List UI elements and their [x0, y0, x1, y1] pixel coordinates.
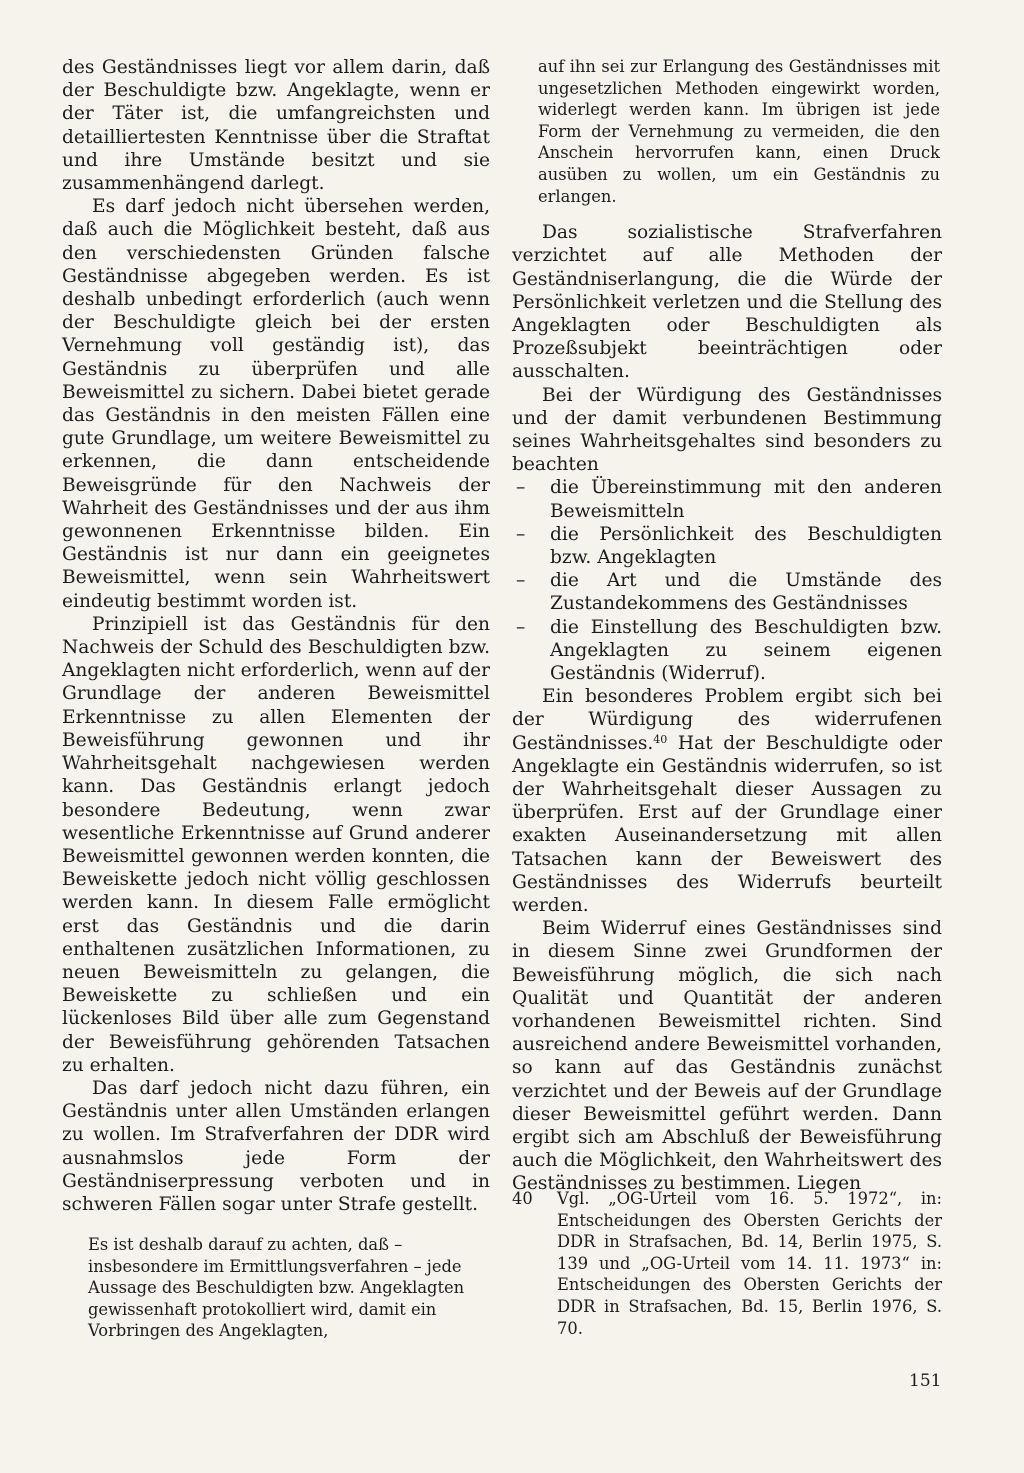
retraction-text-start: Ein besonderes Problem ergibt sich bei der Würdigung des widerrufenen Geständnisses. — [512, 686, 942, 754]
list-item: – die Übereinstimmung mit den anderen Beweismitteln — [512, 476, 942, 522]
footnote-text: Vgl. „OG-Urteil vom 16. 5. 1972“, in: Entscheidungen des Obersten Gerichts der DDR in Strafsachen, Bd. 14, Berlin 1975, S. 139 und „OG-Urteil vom 14. 11. 1973“ in: Entscheidungen des Obersten Gerichts der DDR in Strafsachen, Bd. 15, Berlin 1976, S. 70. — [557, 1189, 942, 1338]
highlighted-note-left: Es ist deshalb darauf zu achten, daß – insbesondere im Ermittlungsverfahren – jede Aussage des Beschuldigten bzw. Angeklagten gewissenhaft protokolliert wird, damit ein Vorbringen des Angeklagten, — [88, 1235, 465, 1341]
paragraph-coercion-ban: Das darf jedoch nicht dazu führen, ein Geständnis unter allen Umständen erlangen zu wollen. Im Strafverfahren der DDR wird ausnahmslos jede Form der Geständniserpressung verboten und in schweren Fällen sogar unter Strafe gestellt. — [62, 1077, 490, 1215]
paragraph-false-confessions: Es darf jedoch nicht übersehen werden, daß auch die Möglichkeit besteht, daß aus den verschiedensten Gründen falsche Geständnisse abgegeben werden. Es ist deshalb unbedingt erforderlich (auch wenn der Beschuldigte gleich bei der ersten Vernehmung voll geständig ist), das Geständnis zu überprüfen und alle Beweismittel zu sichern. Dabei bietet gerade das Geständnis in den meisten Fällen eine gute Grundlage, um weitere Beweismittel zu erkennen, die dann entscheidende Beweisgründe für den Nachweis der Wahrheit des Geständnisses und der aus ihm gewonnenen Erkenntnisse bilden. Ein Geständnis ist nur dann ein geeignetes Beweismittel, wenn sein Wahrheitswert eindeutig bestimmt worden ist. — [62, 196, 490, 612]
paragraph-retraction-forms: Beim Widerruf eines Geständnisses sind in diesem Sinne zwei Grundformen der Beweisführung möglich, die sich nach Qualität und Quantität der anderen vorhandenen Beweismittel richten. Sind ausreichend andere Beweismittel vorhanden, so kann auf das Geständnis zunächst verzichtet und der Beweis auf der Grundlage dieser Beweismittel geführt werden. Dann ergibt sich am Abschluß der Beweisführung auch die Möglichkeit, den Wahrheitswert des Geständnisses zu bestimmen. Liegen — [512, 918, 942, 1195]
list-item: – die Art und die Umstände des Zustandekommens des Geständnisses — [512, 569, 942, 615]
list-item: – die Einstellung des Beschuldigten bzw. Angeklagten zu seinem eigenen Geständnis (Widerruf). — [512, 616, 942, 686]
left-column — [62, 56, 490, 1216]
assessment-criteria-list — [512, 476, 942, 685]
paragraph-retraction — [512, 685, 942, 917]
footnote-number: 40 — [512, 1189, 533, 1208]
page-number: 151 — [909, 1371, 942, 1391]
paragraph-continuation: des Geständnisses liegt vor allem darin, daß der Beschuldigte bzw. Angeklagte, wenn er der Täter ist, die umfangreichsten und detailliertesten Kenntnisse über die Straftat und ihre Umstände besitzt und sie zusammenhängend darlegt. — [62, 57, 490, 195]
paragraph-principle: Prinzipiell ist das Geständnis für den Nachweis der Schuld des Beschuldigten bzw. Angeklagten nicht erforderlich, wenn auf der Grundlage der anderen Beweismittel Erkenntnisse zu allen Elementen der Beweisführung gewonnen und ihr Wahrheitsgehalt nachgewiesen werden kann. Das Geständnis erlangt jedoch besondere Bedeutung, wenn zwar wesentliche Erkenntnisse auf Grund anderer Beweismittel gewonnen werden konnten, die Beweiskette jedoch nicht völlig geschlossen werden kann. In diesem Falle ermöglicht erst das Geständnis und die darin enthaltenen zusätzlichen Informationen, zu neuen Beweismitteln zu gelangen, die Beweiskette zu schließen und ein lückenloses Bild über alle zum Gegenstand der Beweisführung gehörenden Tatsachen zu erhalten. — [62, 613, 490, 1076]
paragraph-assessment: Bei der Würdigung des Geständnisses und der damit verbundenen Bestimmung seines Wahrheitsgehaltes sind besonders zu beachten — [512, 384, 942, 476]
footnote — [512, 1188, 942, 1339]
highlighted-note-right: auf ihn sei zur Erlangung des Geständnisses mit ungesetzlichen Methoden eingewirkt worden, widerlegt werden kann. Im übrigen ist jede Form der Vernehmung zu vermeiden, die den Anschein hervorrufen kann, einen Druck ausüben zu wollen, um ein Geständnis zu erlangen. — [538, 57, 940, 206]
retraction-text-end: Hat der Beschuldigte oder Angeklagte ein Geständnis widerrufen, so ist der Wahrheitsgehalt dieser Aussagen zu überprüfen. Erst auf der Grundlage einer exakten Auseinandersetzung mit allen Tatsachen kann der Beweiswert des Geständnisses des Widerrufs beurteilt werden. — [512, 732, 942, 917]
right-column — [512, 56, 942, 1196]
footnote-reference: 40 — [653, 732, 668, 746]
paragraph-socialist-procedure: Das sozialistische Strafverfahren verzichtet auf alle Methoden der Geständniserlangung, die die Würde der Persönlichkeit verletzen und die Stellung des Angeklagten oder Beschuldigten als Prozeßsubjekt beeinträchtigen oder ausschalten. — [512, 222, 942, 383]
list-item: – die Persönlichkeit des Beschuldigten bzw. Angeklagten — [512, 523, 942, 569]
